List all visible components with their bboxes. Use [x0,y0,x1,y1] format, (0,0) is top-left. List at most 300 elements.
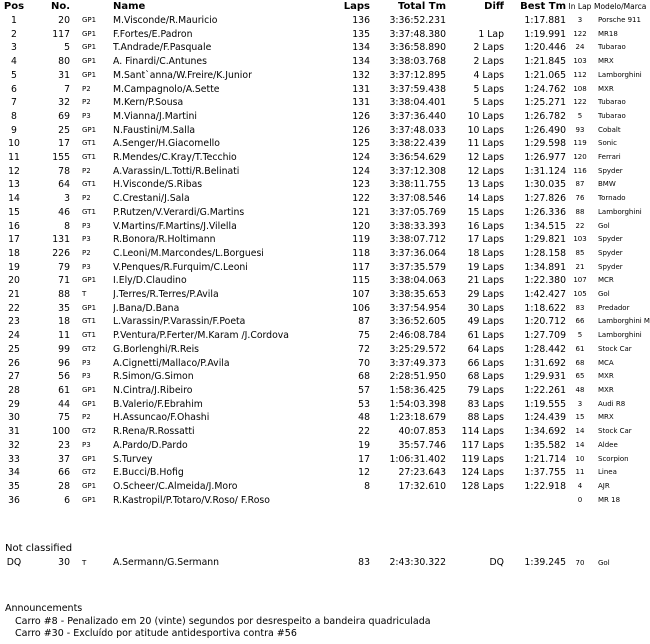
cell-name: A.Senger/H.Giacomello [113,138,220,150]
cell-diff: 128 Laps [461,480,504,492]
cell-best: 1:37.755 [524,467,566,479]
cell-total: 3:36:52.605 [389,316,446,328]
cell-no: 66 [58,467,70,479]
cell-diff: 5 Laps [473,97,504,109]
cell-laps: 57 [358,384,370,396]
cell-inlap: 122 [573,98,587,107]
announcement-line: Carro #8 - Penalizado em 20 (vinte) segundos por desrespeito a bandeira quadriculada [15,615,431,627]
table-row [0,151,650,165]
cell-pos: 19 [8,261,20,273]
table-row [0,288,650,302]
cell-laps: 131 [352,97,370,109]
cell-total: 3:37:48.033 [389,124,446,136]
cell-total: 2:28:51.950 [389,371,446,383]
table-row [0,494,650,508]
cell-no: 31 [58,69,70,81]
cell-model: Lamborghini [598,331,642,340]
cell-model: Ferrari [598,153,621,162]
cell-no: 8 [64,220,70,232]
table-row [0,425,650,439]
cell-pos: 6 [11,83,17,95]
cell-diff: 13 Laps [467,179,504,191]
table-row [0,41,650,55]
cell-total: 3:38:07.712 [389,234,446,246]
table-row [0,178,650,192]
cell-diff: 15 Laps [467,206,504,218]
cell-name: M.Kern/P.Sousa [113,97,184,109]
cell-name: P.Ventura/P.Ferter/M.Karam /J.Cordova [113,330,289,342]
cell-no: 100 [52,426,70,438]
cell-pos: 26 [8,357,20,369]
cell-no: 44 [58,398,70,410]
cell-class: GP1 [82,43,97,52]
cell-model: MRX [598,413,614,422]
cell-inlap: 10 [575,454,585,463]
cell-no: 71 [58,275,70,287]
cell-laps: 132 [352,69,370,81]
cell-total: 3:36:58.890 [389,42,446,54]
cell-no: 61 [58,384,70,396]
not-classified-label: Not classified [5,543,73,554]
cell-inlap: 61 [575,344,585,353]
header-inlap: In Lap [568,2,592,11]
cell-best: 1:18.622 [524,302,566,314]
cell-best: 1:39.245 [524,557,566,568]
cell-class: P2 [82,194,91,203]
cell-class: GP1 [82,125,97,134]
cell-model: Audi R8 [598,399,626,408]
cell-name: F.Fortes/E.Padron [113,28,193,40]
cell-best: 1:29.821 [524,234,566,246]
cell-name: V.Penques/R.Furquim/C.Leoni [113,261,248,273]
cell-model: Spyder [598,166,623,175]
cell-inlap: 0 [577,495,583,504]
cell-diff: 16 Laps [467,220,504,232]
cell-no: 78 [58,165,70,177]
cell-inlap: 120 [573,153,587,162]
cell-total: 3:38:33.393 [389,220,446,232]
cell-laps: 125 [352,138,370,150]
table-row [0,439,650,453]
cell-diff: 21 Laps [467,275,504,287]
cell-best: 1:34.515 [524,220,566,232]
cell-best: 1:17.881 [524,15,566,26]
cell-name: T.Andrade/F.Pasquale [113,42,212,54]
table-row [0,83,650,97]
cell-class: GT1 [82,139,96,148]
cell-name: N.Faustini/M.Salla [113,124,196,136]
cell-inlap: 4 [577,481,583,490]
cell-pos: 13 [8,179,20,191]
cell-class: GP1 [82,495,97,504]
cell-pos: 18 [8,247,20,259]
cell-name: M.Vianna/J.Martini [113,110,197,122]
cell-name: R.Simon/G.Simon [113,371,194,383]
table-row [0,220,650,234]
cell-inlap: 88 [575,207,585,216]
cell-total [370,494,446,508]
table-row [0,96,650,110]
cell-laps: 131 [352,83,370,95]
cell-pos: 34 [8,467,20,479]
cell-model: Tubarao [598,111,626,120]
cell-class: GP1 [82,385,97,394]
cell-class: P2 [82,248,91,257]
cell-best [504,494,566,508]
cell-class: P3 [82,221,91,230]
cell-best: 1:34.692 [524,426,566,438]
announcements-title: Announcements [5,603,83,614]
cell-class: GP1 [82,481,97,490]
cell-pos: 27 [8,371,20,383]
cell-diff: 64 Laps [467,343,504,355]
cell-class: GP1 [82,303,97,312]
cell-best: 1:22.918 [524,480,566,492]
cell-diff: 10 Laps [467,124,504,136]
cell-no: 11 [58,330,70,342]
cell-pos: 29 [8,398,20,410]
cell-inlap: 103 [573,57,587,66]
cell-laps: 48 [358,412,370,424]
header-diff: Diff [484,1,504,12]
cell-no: 46 [58,206,70,218]
cell-total: 3:37:35.579 [389,261,446,273]
cell-best: 1:27.826 [524,193,566,205]
cell-best: 1:42.427 [524,289,566,301]
cell-diff: 114 Laps [461,426,504,438]
cell-no: 96 [58,357,70,369]
cell-no: 99 [58,343,70,355]
cell-class: GP1 [82,454,97,463]
table-row [0,233,650,247]
cell-class: GP1 [82,29,97,38]
cell-name: H.Assuncao/F.Ohashi [113,412,210,424]
cell-pos: 7 [11,97,17,109]
cell-inlap: 83 [575,303,585,312]
cell-no: 6 [64,494,70,506]
cell-model: Tubarao [598,43,626,52]
cell-no: 117 [52,28,70,40]
cell-model: Scorpion [598,454,629,463]
cell-inlap: 107 [573,276,587,285]
cell-best: 1:21.714 [524,453,566,465]
cell-total: 27:23.643 [398,467,446,479]
cell-total: 2:46:08.784 [389,330,446,342]
table-row [0,14,650,28]
cell-no: 7 [64,83,70,95]
cell-laps: 134 [352,42,370,54]
cell-diff: 2 Laps [473,42,504,54]
cell-best: 1:20.446 [524,42,566,54]
cell-laps: 123 [352,179,370,191]
cell-model: MR18 [598,29,618,38]
cell-best: 1:24.762 [524,83,566,95]
cell-name: R.Mendes/C.Kray/T.Tecchio [113,152,237,164]
cell-best: 1:22.380 [524,275,566,287]
cell-best: 1:35.582 [524,439,566,451]
cell-total: 3:38:04.063 [389,275,446,287]
cell-diff: DQ [489,557,504,568]
cell-pos: 24 [8,330,20,342]
cell-name: B.Valerio/F.Ebrahim [113,398,203,410]
cell-total: 3:37:49.373 [389,357,446,369]
table-row [0,466,650,480]
cell-model: Stock Car [598,427,632,436]
cell-name: M.Visconde/R.Mauricio [113,15,218,26]
cell-name: V.Martins/F.Martins/J.Vilella [113,220,237,232]
table-row [0,302,650,316]
cell-class: GT2 [82,468,96,477]
table-row [0,315,650,329]
cell-name: G.Borlenghi/R.Reis [113,343,200,355]
cell-total: 3:37:48.380 [389,28,446,40]
cell-best: 1:21.845 [524,56,566,68]
table-row [0,357,650,371]
cell-pos: 25 [8,343,20,355]
cell-name: R.Kastropil/P.Totaro/V.Roso/ F.Roso [113,494,270,506]
cell-total: 3:38:03.768 [389,56,446,68]
cell-class: GT2 [82,427,96,436]
cell-inlap: 15 [575,413,585,422]
cell-best: 1:26.977 [524,152,566,164]
cell-total: 3:37:12.308 [389,165,446,177]
cell-best: 1:24.439 [524,412,566,424]
cell-best: 1:26.782 [524,110,566,122]
announcement-line: Carro #30 - Excluído por atitude antidesportiva contra #56 [15,628,297,639]
cell-pos: 33 [8,453,20,465]
cell-pos: 17 [8,234,20,246]
cell-model: MXR [598,372,614,381]
cell-diff [446,494,504,508]
cell-laps: 53 [358,398,370,410]
cell-total: 3:38:22.439 [389,138,446,150]
cell-inlap: 22 [575,221,585,230]
cell-inlap: 122 [573,29,587,38]
cell-name: C.Leoni/M.Marcondes/L.Borguesi [113,247,264,259]
cell-class: GT1 [82,153,96,162]
cell-diff: 49 Laps [467,316,504,328]
cell-inlap: 76 [575,194,585,203]
cell-best: 1:34.891 [524,261,566,273]
cell-diff: 61 Laps [467,330,504,342]
cell-best: 1:19.555 [524,398,566,410]
cell-laps: 134 [352,56,370,68]
cell-name: A.Cignetti/Mallaco/P.Avila [113,357,230,369]
cell-total: 3:37:08.546 [389,193,446,205]
cell-total: 40:07.853 [398,426,446,438]
cell-diff: 30 Laps [467,302,504,314]
header-model: Modelo/Marca [594,2,647,11]
cell-class: GP1 [82,70,97,79]
table-row [0,28,650,42]
cell-pos: 28 [8,384,20,396]
cell-name: I.Ely/D.Claudino [113,275,187,287]
cell-diff: 2 Laps [473,56,504,68]
cell-model: Spyder [598,235,623,244]
cell-best: 1:31.692 [524,357,566,369]
cell-total: 1:23:18.679 [389,412,446,424]
cell-diff: 4 Laps [473,69,504,81]
header-total: Total Tm [397,1,446,12]
cell-laps: 126 [352,110,370,122]
cell-name: A. Finardi/C.Antunes [113,56,207,68]
cell-diff: 117 Laps [461,439,504,451]
cell-pos: 16 [8,220,20,232]
cell-no: 25 [58,124,70,136]
cell-name: J.Bana/D.Bana [113,302,180,314]
cell-diff: 66 Laps [467,357,504,369]
cell-no: 3 [64,193,70,205]
cell-diff: 12 Laps [467,165,504,177]
cell-class: P3 [82,111,91,120]
cell-model: Lamborghini M [598,317,650,326]
cell-model: MRX [598,57,614,66]
cell-inlap: 14 [575,440,585,449]
table-row [0,69,650,83]
cell-total: 3:36:52.231 [389,15,446,26]
cell-inlap: 119 [573,139,587,148]
cell-class: P2 [82,98,91,107]
cell-diff: 5 Laps [473,83,504,95]
cell-pos: 4 [11,56,17,68]
cell-pos: 10 [8,138,20,150]
cell-model: Stock Car [598,344,632,353]
cell-total: 3:38:04.401 [389,97,446,109]
cell-total: 3:37:12.895 [389,69,446,81]
cell-best: 1:26.490 [524,124,566,136]
cell-diff: 17 Laps [467,234,504,246]
cell-pos: 22 [8,302,20,314]
cell-class: P3 [82,358,91,367]
header-laps: Laps [343,1,370,12]
cell-model: Porsche 911 [598,16,641,24]
cell-pos: 21 [8,289,20,301]
cell-laps: 121 [352,206,370,218]
cell-inlap: 11 [575,468,585,477]
cell-model: Spyder [598,248,623,257]
cell-inlap: 105 [573,290,587,299]
cell-best: 1:29.598 [524,138,566,150]
cell-name: R.Rena/R.Rossatti [113,426,195,438]
cell-inlap: 93 [575,125,585,134]
cell-laps: 124 [352,165,370,177]
cell-diff: 11 Laps [467,138,504,150]
cell-inlap: 116 [573,166,587,175]
cell-model: Aldee [598,440,618,449]
cell-no: 17 [58,138,70,150]
header-name: Name [113,1,146,12]
cell-name: A.Pardo/D.Pardo [113,439,188,451]
cell-inlap: 21 [575,262,585,271]
cell-model: Gol [598,559,610,567]
cell-pos: 31 [8,426,20,438]
cell-pos: 23 [8,316,20,328]
cell-name: S.Turvey [113,453,153,465]
cell-laps: 72 [358,343,370,355]
cell-name: C.Crestani/J.Sala [113,193,190,205]
cell-laps: 12 [358,467,370,479]
cell-no: 28 [58,480,70,492]
table-row [0,124,650,138]
cell-class: P2 [82,84,91,93]
cell-best: 1:21.065 [524,69,566,81]
cell-model: MCR [598,276,614,285]
table-row [0,165,650,179]
cell-name: O.Scheer/C.Almeida/J.Moro [113,480,238,492]
header-row [0,0,650,14]
cell-laps: 136 [352,15,370,26]
cell-no: 75 [58,412,70,424]
cell-pos: 9 [11,124,17,136]
cell-best: 1:25.271 [524,97,566,109]
cell-laps: 70 [358,357,370,369]
cell-diff: 79 Laps [467,384,504,396]
cell-laps: 126 [352,124,370,136]
cell-total: 1:58:36.425 [389,384,446,396]
table-row [0,329,650,343]
table-row [0,206,650,220]
cell-diff: 124 Laps [461,467,504,479]
cell-class: GP1 [82,276,97,285]
table-row [0,384,650,398]
cell-model: Lamborghini [598,207,642,216]
cell-diff: 83 Laps [467,398,504,410]
cell-no: 69 [58,110,70,122]
cell-inlap: 5 [577,331,583,340]
cell-laps: 135 [352,28,370,40]
cell-total: 3:37:54.954 [389,302,446,314]
cell-total: 1:54:03.398 [389,398,446,410]
cell-no: 79 [58,261,70,273]
table-row [0,137,650,151]
cell-best: 1:26.336 [524,206,566,218]
cell-total: 3:38:35.653 [389,289,446,301]
cell-best: 1:30.035 [524,179,566,191]
cell-no: 155 [52,152,70,164]
cell-no: 226 [52,247,70,259]
cell-class: T [82,290,87,299]
cell-name: M.Campagnolo/A.Sette [113,83,220,95]
cell-name: P.Rutzen/V.Verardi/G.Martins [113,206,245,218]
cell-no: 64 [58,179,70,191]
cell-laps: 115 [352,275,370,287]
cell-diff: 10 Laps [467,110,504,122]
cell-no: 5 [64,42,70,54]
table-row [0,398,650,412]
cell-total: 1:06:31.402 [389,453,446,465]
cell-laps: 68 [358,371,370,383]
cell-class: T [82,559,87,567]
cell-total: 17:32.610 [398,480,446,492]
cell-pos: 14 [8,193,20,205]
cell-diff: 14 Laps [467,193,504,205]
cell-laps: 19 [358,439,370,451]
table-row [0,343,650,357]
table-row [0,274,650,288]
cell-pos: 12 [8,165,20,177]
cell-class: GP1 [82,16,97,24]
cell-model: Cobalt [598,125,621,134]
cell-name: E.Bucci/B.Hofig [113,467,184,479]
cell-name: N.Cintra/J.Ribeiro [113,384,193,396]
cell-name: A.Varassin/L.Totti/R.Belinati [113,165,240,177]
cell-laps [336,494,370,508]
cell-pos: 5 [11,69,17,81]
header-class [70,0,113,14]
cell-no: 20 [58,15,70,26]
cell-laps: 117 [352,261,370,273]
dq-row [0,556,650,570]
